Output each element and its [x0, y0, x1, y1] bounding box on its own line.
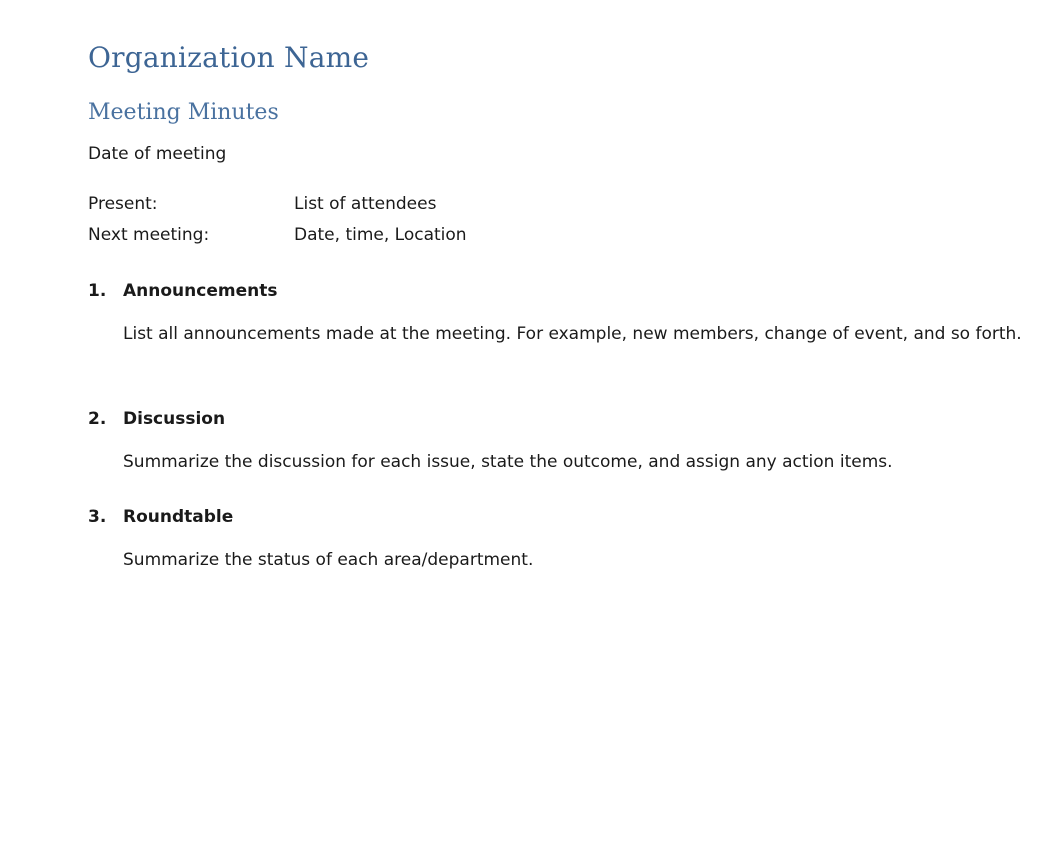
section-number: 2.: [88, 409, 107, 429]
section-heading: Discussion: [123, 409, 226, 429]
info-row-next-meeting: [88, 223, 688, 249]
section-body: Summarize the status of each area/department.: [123, 550, 534, 570]
section-heading: Announcements: [123, 281, 278, 301]
section-heading: Roundtable: [123, 507, 234, 527]
section-body: Summarize the discussion for each issue, state the outcome, and assign any action items.: [123, 452, 893, 472]
document-title: Meeting Minutes: [88, 100, 279, 125]
next-meeting-label: Next meeting:: [88, 225, 210, 245]
present-label: Present:: [88, 194, 158, 214]
next-meeting-value: Date, time, Location: [294, 225, 467, 245]
info-row-present: [88, 192, 688, 218]
present-value: List of attendees: [294, 194, 437, 214]
section-number: 3.: [88, 507, 107, 527]
section-body: List all announcements made at the meeting. For example, new members, change of event, and so forth.: [123, 324, 1022, 344]
organization-name: Organization Name: [88, 41, 370, 74]
section-number: 1.: [88, 281, 107, 301]
meeting-date: Date of meeting: [88, 144, 227, 164]
